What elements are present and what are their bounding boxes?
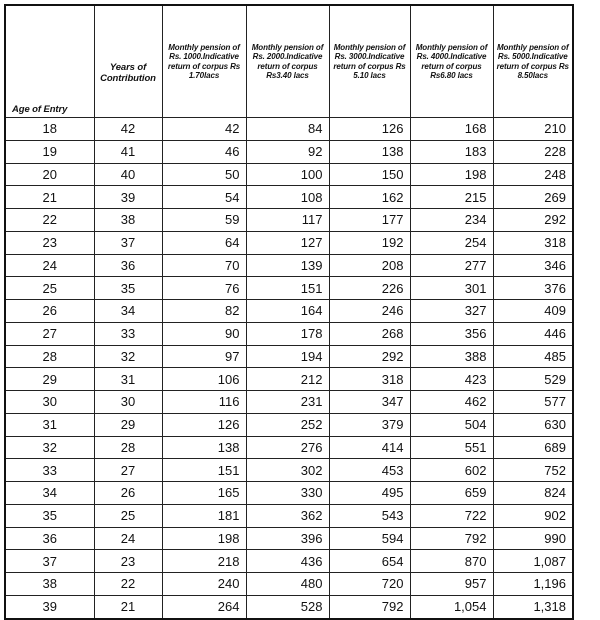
table-row (5, 436, 573, 459)
table-cell: 42 (162, 118, 246, 141)
table-cell: 318 (493, 231, 573, 254)
table-cell: 301 (410, 277, 493, 300)
table-cell: 752 (493, 459, 573, 482)
table-cell: 18 (5, 118, 94, 141)
table-cell: 40 (94, 163, 162, 186)
pension-table-container (4, 4, 574, 620)
table-cell: 50 (162, 163, 246, 186)
table-row (5, 231, 573, 254)
table-cell: 23 (94, 550, 162, 573)
table-cell: 495 (329, 482, 410, 505)
table-cell: 24 (94, 527, 162, 550)
table-cell: 76 (162, 277, 246, 300)
table-cell: 24 (5, 254, 94, 277)
table-cell: 1,054 (410, 595, 493, 618)
table-cell: 34 (5, 482, 94, 505)
table-cell: 453 (329, 459, 410, 482)
table-cell: 29 (5, 368, 94, 391)
table-cell: 902 (493, 504, 573, 527)
table-cell: 551 (410, 436, 493, 459)
table-cell: 504 (410, 413, 493, 436)
column-header-0: Age of Entry (5, 5, 94, 118)
column-header-2: Monthly pension of Rs. 1000.Indicative return of corpus Rs 1.70lacs (162, 5, 246, 118)
table-cell: 25 (5, 277, 94, 300)
table-cell: 37 (5, 550, 94, 573)
column-header-6: Monthly pension of Rs. 5000.Indicative return of corpus Rs 8.50lacs (493, 5, 573, 118)
table-row (5, 163, 573, 186)
table-cell: 720 (329, 573, 410, 596)
table-cell: 356 (410, 322, 493, 345)
table-cell: 25 (94, 504, 162, 527)
table-cell: 32 (5, 436, 94, 459)
table-cell: 41 (94, 140, 162, 163)
table-cell: 46 (162, 140, 246, 163)
table-cell: 30 (5, 391, 94, 414)
table-cell: 138 (329, 140, 410, 163)
table-cell: 276 (246, 436, 329, 459)
table-cell: 870 (410, 550, 493, 573)
table-row (5, 300, 573, 323)
table-cell: 208 (329, 254, 410, 277)
table-cell: 246 (329, 300, 410, 323)
table-cell: 164 (246, 300, 329, 323)
table-row (5, 391, 573, 414)
table-cell: 82 (162, 300, 246, 323)
table-cell: 23 (5, 231, 94, 254)
table-cell: 409 (493, 300, 573, 323)
table-cell: 127 (246, 231, 329, 254)
table-cell: 21 (5, 186, 94, 209)
table-cell: 28 (94, 436, 162, 459)
table-cell: 31 (5, 413, 94, 436)
table-row (5, 277, 573, 300)
table-cell: 26 (94, 482, 162, 505)
table-cell: 22 (94, 573, 162, 596)
table-row (5, 186, 573, 209)
table-cell: 1,196 (493, 573, 573, 596)
table-cell: 529 (493, 368, 573, 391)
table-cell: 231 (246, 391, 329, 414)
table-cell: 210 (493, 118, 573, 141)
table-cell: 177 (329, 209, 410, 232)
table-cell: 90 (162, 322, 246, 345)
table-cell: 39 (5, 595, 94, 618)
table-header (5, 5, 573, 118)
table-cell: 32 (94, 345, 162, 368)
table-row (5, 504, 573, 527)
table-body (5, 118, 573, 619)
table-cell: 485 (493, 345, 573, 368)
table-cell: 29 (94, 413, 162, 436)
table-cell: 138 (162, 436, 246, 459)
table-cell: 181 (162, 504, 246, 527)
table-row (5, 209, 573, 232)
table-cell: 116 (162, 391, 246, 414)
table-cell: 27 (94, 459, 162, 482)
table-cell: 19 (5, 140, 94, 163)
table-row (5, 550, 573, 573)
table-cell: 165 (162, 482, 246, 505)
table-cell: 54 (162, 186, 246, 209)
table-cell: 269 (493, 186, 573, 209)
table-cell: 228 (493, 140, 573, 163)
table-cell: 446 (493, 322, 573, 345)
table-cell: 594 (329, 527, 410, 550)
table-cell: 126 (162, 413, 246, 436)
table-cell: 1,318 (493, 595, 573, 618)
table-cell: 92 (246, 140, 329, 163)
table-cell: 302 (246, 459, 329, 482)
table-cell: 436 (246, 550, 329, 573)
table-row (5, 573, 573, 596)
table-cell: 108 (246, 186, 329, 209)
table-cell: 388 (410, 345, 493, 368)
table-cell: 1,087 (493, 550, 573, 573)
table-cell: 117 (246, 209, 329, 232)
table-cell: 84 (246, 118, 329, 141)
column-header-1: Years of Contribution (94, 5, 162, 118)
table-row (5, 118, 573, 141)
table-row (5, 595, 573, 618)
table-cell: 330 (246, 482, 329, 505)
table-cell: 277 (410, 254, 493, 277)
column-header-3: Monthly pension of Rs. 2000.Indicative return of corpus Rs3.40 lacs (246, 5, 329, 118)
table-cell: 33 (5, 459, 94, 482)
table-row (5, 368, 573, 391)
table-row (5, 459, 573, 482)
table-cell: 990 (493, 527, 573, 550)
table-cell: 28 (5, 345, 94, 368)
pension-table (4, 4, 574, 620)
table-cell: 543 (329, 504, 410, 527)
table-cell: 21 (94, 595, 162, 618)
table-cell: 139 (246, 254, 329, 277)
table-cell: 327 (410, 300, 493, 323)
table-cell: 151 (162, 459, 246, 482)
table-cell: 100 (246, 163, 329, 186)
table-cell: 31 (94, 368, 162, 391)
table-row (5, 345, 573, 368)
table-cell: 106 (162, 368, 246, 391)
table-cell: 234 (410, 209, 493, 232)
table-cell: 34 (94, 300, 162, 323)
table-cell: 168 (410, 118, 493, 141)
table-cell: 36 (94, 254, 162, 277)
table-cell: 379 (329, 413, 410, 436)
table-cell: 178 (246, 322, 329, 345)
table-cell: 423 (410, 368, 493, 391)
table-row (5, 527, 573, 550)
table-cell: 215 (410, 186, 493, 209)
table-cell: 252 (246, 413, 329, 436)
table-cell: 268 (329, 322, 410, 345)
table-cell: 792 (410, 527, 493, 550)
table-cell: 198 (162, 527, 246, 550)
table-cell: 97 (162, 345, 246, 368)
table-cell: 162 (329, 186, 410, 209)
table-cell: 35 (94, 277, 162, 300)
table-row (5, 140, 573, 163)
table-cell: 240 (162, 573, 246, 596)
table-cell: 183 (410, 140, 493, 163)
table-cell: 192 (329, 231, 410, 254)
column-header-4: Monthly pension of Rs. 3000.Indicative return of corpus Rs 5.10 lacs (329, 5, 410, 118)
table-cell: 318 (329, 368, 410, 391)
table-cell: 39 (94, 186, 162, 209)
table-cell: 254 (410, 231, 493, 254)
table-cell: 59 (162, 209, 246, 232)
table-cell: 126 (329, 118, 410, 141)
header-row (5, 5, 573, 118)
table-cell: 528 (246, 595, 329, 618)
column-header-5: Monthly pension of Rs. 4000.Indicative return of corpus Rs6.80 lacs (410, 5, 493, 118)
table-row (5, 413, 573, 436)
table-cell: 414 (329, 436, 410, 459)
table-cell: 27 (5, 322, 94, 345)
table-row (5, 322, 573, 345)
table-cell: 689 (493, 436, 573, 459)
table-cell: 659 (410, 482, 493, 505)
table-cell: 151 (246, 277, 329, 300)
table-cell: 30 (94, 391, 162, 414)
table-cell: 42 (94, 118, 162, 141)
table-cell: 480 (246, 573, 329, 596)
table-cell: 70 (162, 254, 246, 277)
table-cell: 194 (246, 345, 329, 368)
table-cell: 198 (410, 163, 493, 186)
table-cell: 37 (94, 231, 162, 254)
table-cell: 792 (329, 595, 410, 618)
table-cell: 150 (329, 163, 410, 186)
table-cell: 26 (5, 300, 94, 323)
table-cell: 462 (410, 391, 493, 414)
table-cell: 346 (493, 254, 573, 277)
table-cell: 248 (493, 163, 573, 186)
table-cell: 218 (162, 550, 246, 573)
table-cell: 264 (162, 595, 246, 618)
table-row (5, 482, 573, 505)
table-cell: 36 (5, 527, 94, 550)
table-cell: 824 (493, 482, 573, 505)
table-cell: 602 (410, 459, 493, 482)
table-cell: 396 (246, 527, 329, 550)
table-cell: 654 (329, 550, 410, 573)
table-cell: 362 (246, 504, 329, 527)
table-cell: 226 (329, 277, 410, 300)
table-row (5, 254, 573, 277)
table-cell: 33 (94, 322, 162, 345)
table-cell: 630 (493, 413, 573, 436)
table-cell: 22 (5, 209, 94, 232)
table-cell: 347 (329, 391, 410, 414)
table-cell: 64 (162, 231, 246, 254)
table-cell: 20 (5, 163, 94, 186)
table-cell: 722 (410, 504, 493, 527)
table-cell: 292 (493, 209, 573, 232)
table-cell: 38 (94, 209, 162, 232)
table-cell: 212 (246, 368, 329, 391)
table-cell: 292 (329, 345, 410, 368)
table-cell: 577 (493, 391, 573, 414)
table-cell: 376 (493, 277, 573, 300)
table-cell: 38 (5, 573, 94, 596)
table-cell: 957 (410, 573, 493, 596)
table-cell: 35 (5, 504, 94, 527)
